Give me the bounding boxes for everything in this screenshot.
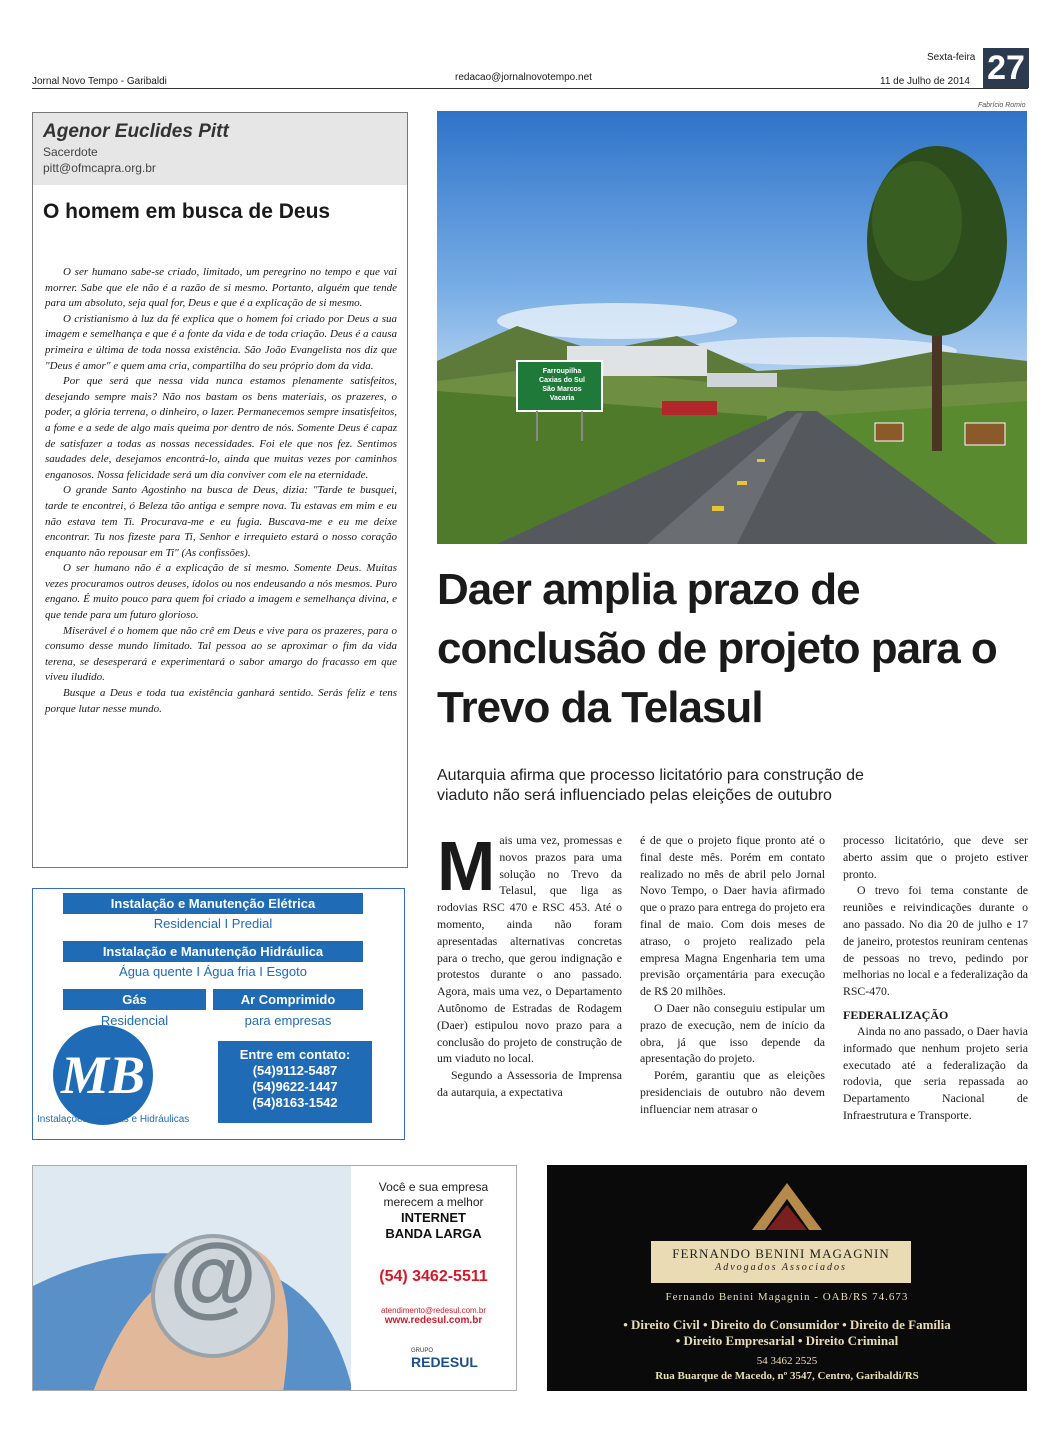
page-number: 27 <box>983 48 1029 88</box>
column-paragraph: Miserável é o homem que não crê em Deus e vive para os prazeres, para o consumo desse mundo limitado. Tal pessoa ao se aproximar o fim da vida terena, se desesperará e experimentará o sabor amargo do fracasso em que viveu iludido. <box>45 624 397 684</box>
redesul-ad <box>32 1165 517 1391</box>
article-paragraph: Segundo a Assessoria de Imprensa da autarquia, a expectativa <box>437 1068 622 1099</box>
law-areas-2: • Direito Empresarial • Direito Criminal <box>675 1333 899 1348</box>
mb-sub-gas: Residencial <box>100 1013 169 1028</box>
law-address: Rua Buarque de Macedo, nº 3547, Centro, Garibaldi/RS <box>655 1370 919 1382</box>
drop-cap: M <box>437 827 496 905</box>
article-paragraph: ais uma vez, promessas e novos prazos para uma solução no Trevo da Telasul, que liga as rodovias RSC 470 e RSC 453. Até o momento, ainda não foram apresentadas alternativas concretas para o trecho, que gerou indignação e protestos durante o ano passado. Agora, mais uma vez, o Departamento Autônomo de Estradas de Rodagem (Daer) estipulou novo prazo para a conclusão do projeto de construção de um viaduto no local. <box>437 833 622 1066</box>
law-logo-icon <box>747 1175 827 1235</box>
header-email: redacao@jornalnovotempo.net <box>455 72 592 83</box>
article-paragraph: Ainda no ano passado, o Daer havia informado que nenhum projeto seria executado até a federalização da rodovia, que seria repassada ao Departamento Nacional de Infraestrutura e Transporte. <box>843 1023 1028 1122</box>
article-paragraph: Porém, garantiu que as eleições presidenciais de outubro não devem influenciar nem atrasar o <box>640 1068 825 1116</box>
article-column-1 <box>437 827 622 1101</box>
mb-contact-box <box>218 1041 372 1123</box>
law-oab: Fernando Benini Magagnin - OAB/RS 74.673 <box>665 1291 909 1303</box>
sign-line: Farroupilha <box>542 368 582 375</box>
sign-line: São Marcos <box>542 386 582 393</box>
redesul-line1: Você e sua empresa <box>378 1180 489 1194</box>
column-paragraph: Por que será que nessa vida nunca estamos plenamente satisfeitos, desejando sempre mais? Não nos bastam os bens materiais, os prazeres, o poder, a glória terrena, o dinheiro, o lazer. Permanecemos sempre insatisfeitos, a fome e a sede de algo mais queima por dentro de nós. Somente Deus é capaz de satisfazer a todas as nossas necessidades. Foi ele que nos fez. Sentimos saudades dele, desejamos encontrá-lo, ainda que muitas vezes por caminhos enganosos. Nossa felicidade será um dia conviver com ele na eternidade. <box>45 375 397 481</box>
column-paragraph: Busque a Deus e toda tua existência ganhará sentido. Serás feliz e tens porque lutar nesse mundo. <box>45 687 397 715</box>
redesul-phone: (54) 3462-5511 <box>379 1268 488 1285</box>
law-areas-1: • Direito Civil • Direito do Consumidor • Direito de Família <box>623 1317 951 1332</box>
mb-sub-air: para empresas <box>244 1013 332 1028</box>
photo-credit: Fabrício Romio <box>978 102 1026 109</box>
header-day: Sexta-feira <box>927 52 976 63</box>
road-photo <box>437 111 1027 544</box>
article-paragraph: O trevo foi tema constante de reuniões e reivindicações durante o ano passado. No dia 20 de julho e 17 de janeiro, protestos reuniram centenas de pessoas no trevo, pedindo por melhorias no local e a federalização da RSC-470. <box>843 883 1028 999</box>
column-title: O homem em busca de Deus <box>43 200 331 223</box>
mb-phone: (54)9622-1447 <box>252 1079 338 1094</box>
redesul-panel <box>351 1166 516 1390</box>
header-rule <box>32 88 1028 89</box>
redesul-email: atendimento@redesul.com.br <box>380 1306 487 1315</box>
mb-bar-gas: Gás <box>63 989 206 1010</box>
column-paragraph: O cristianismo à luz da fé explica que o homem foi criado por Deus a sua imagem e semelhança e que é a fonte da vida e de toda criação. Deus é a causa primeira e última de toda nossa existência. São João Evangelista nos diz que "Deus é amor" e quem ama cria, compartilha do seu próprio dom da vida. <box>45 312 397 372</box>
mb-ad <box>32 888 405 1140</box>
column-paragraph: O grande Santo Agostinho na busca de Deus, dizia: "Tarde te busquei, tarde te encontrei, ó Beleza tão antiga e sempre nova. Tu estavas em mim e eu não estava tem Ti. Procurava-me e eu fugia. Buscava-me e eu me deixe encontrar. Tu nos fizeste para Ti, Senhor e irrequieto estará o nosso coração enquanto não repousar em Ti" (As confissões). <box>45 484 397 559</box>
column-header <box>33 113 407 185</box>
article-paragraph: é de que o projeto fique pronto até o final deste mês. Porém em contato realizado no mês de abril pelo Jornal Novo Tempo, o Daer havia afirmado que o prazo para entrega do projeto era final de maio. Com dois meses de atraso, o projeto realizado pela empresa Magna Engenharia tem uma previsão orçamentária para execução de R$ 20 milhões. <box>640 833 825 999</box>
column-email: pitt@ofmcapra.org.br <box>43 161 156 175</box>
mb-sub-hydraulic: Água quente I Água fria I Esgoto <box>119 964 307 979</box>
law-firm-name: FERNANDO BENINI MAGAGNIN <box>672 1246 890 1261</box>
column-body <box>45 265 397 717</box>
article-column-3 <box>843 832 1028 1124</box>
column-author: Agenor Euclides Pitt <box>43 121 229 142</box>
article-subhead: FEDERALIZAÇÃO <box>843 1007 949 1022</box>
article-deck: Autarquia afirma que processo licitatório para construção de viaduto não será influenciado pelas eleições de outubro <box>437 767 864 804</box>
road-photo-illustration <box>437 111 1027 544</box>
redesul-line2: merecem a melhor <box>383 1195 484 1209</box>
redesul-brand-small: GRUPO <box>411 1348 434 1354</box>
mb-bar-hydraulic: Instalação e Manutenção Hidráulica <box>63 941 363 962</box>
road-sign-text <box>527 367 597 403</box>
column-paragraph: O ser humano não é a explicação de si mesmo. Somente Deus. Muitas vezes procuramos outros deuses, ídolos ou nos endeusando a nós mesmos. Puro engano. É muito pouco para quem foi criado a imagem e semelhança divina, e que tende para um futuro glorioso. <box>45 562 397 622</box>
law-banner <box>651 1241 911 1283</box>
redesul-line3: INTERNET <box>401 1210 466 1225</box>
sign-line: Caxias do Sul <box>539 377 585 384</box>
redesul-web: www.redesul.com.br <box>384 1315 483 1326</box>
redesul-brand: REDESUL <box>411 1354 478 1370</box>
article-paragraph: processo licitatório, que deve ser aberto assim que o projeto estiver pronto. <box>843 833 1028 881</box>
sign-line: Vacaria <box>549 395 575 402</box>
opinion-column <box>32 112 408 868</box>
mb-bar-air: Ar Comprimido <box>213 989 363 1010</box>
column-role: Sacerdote <box>43 145 98 159</box>
redesul-line4: BANDA LARGA <box>385 1226 482 1241</box>
mb-sub-electric: Residencial I Predial <box>153 916 273 931</box>
header-date: 11 de Julho de 2014 <box>880 76 970 87</box>
article-headline: Daer amplia prazo de conclusão de projeto para o Trevo da Telasul <box>437 565 997 732</box>
column-paragraph: O ser humano sabe-se criado, limitado, um peregrino no tempo e que vai morrer. Sabe que ele não é a razão de si mesmo. Portanto, alguém que tende para um absoluto, seja qual for, Deus e que é a explicação de si mesmo. <box>45 266 397 310</box>
article-paragraph: O Daer não conseguiu estipular um prazo de execução, nem de início da obra, já que isso depende da apresentação do projeto. <box>640 1000 825 1066</box>
law-ad <box>547 1165 1027 1391</box>
mb-logo-caption: Instalações Elétricas e Hidráulicas <box>37 1114 190 1125</box>
law-phone: 54 3462 2525 <box>756 1355 818 1367</box>
mb-bar-electric: Instalação e Manutenção Elétrica <box>63 893 363 914</box>
mb-contact-title: Entre em contato: <box>239 1047 351 1062</box>
article-column-2 <box>640 832 825 1118</box>
mb-phone: (54)9112-5487 <box>252 1063 338 1078</box>
mb-logo: MB <box>53 1025 153 1125</box>
at-symbol: @ <box>169 1226 257 1326</box>
header-newspaper: Jornal Novo Tempo - Garibaldi <box>32 76 167 87</box>
law-firm-sub: Advogados Associados <box>715 1262 847 1273</box>
mb-phone: (54)8163-1542 <box>252 1095 338 1110</box>
